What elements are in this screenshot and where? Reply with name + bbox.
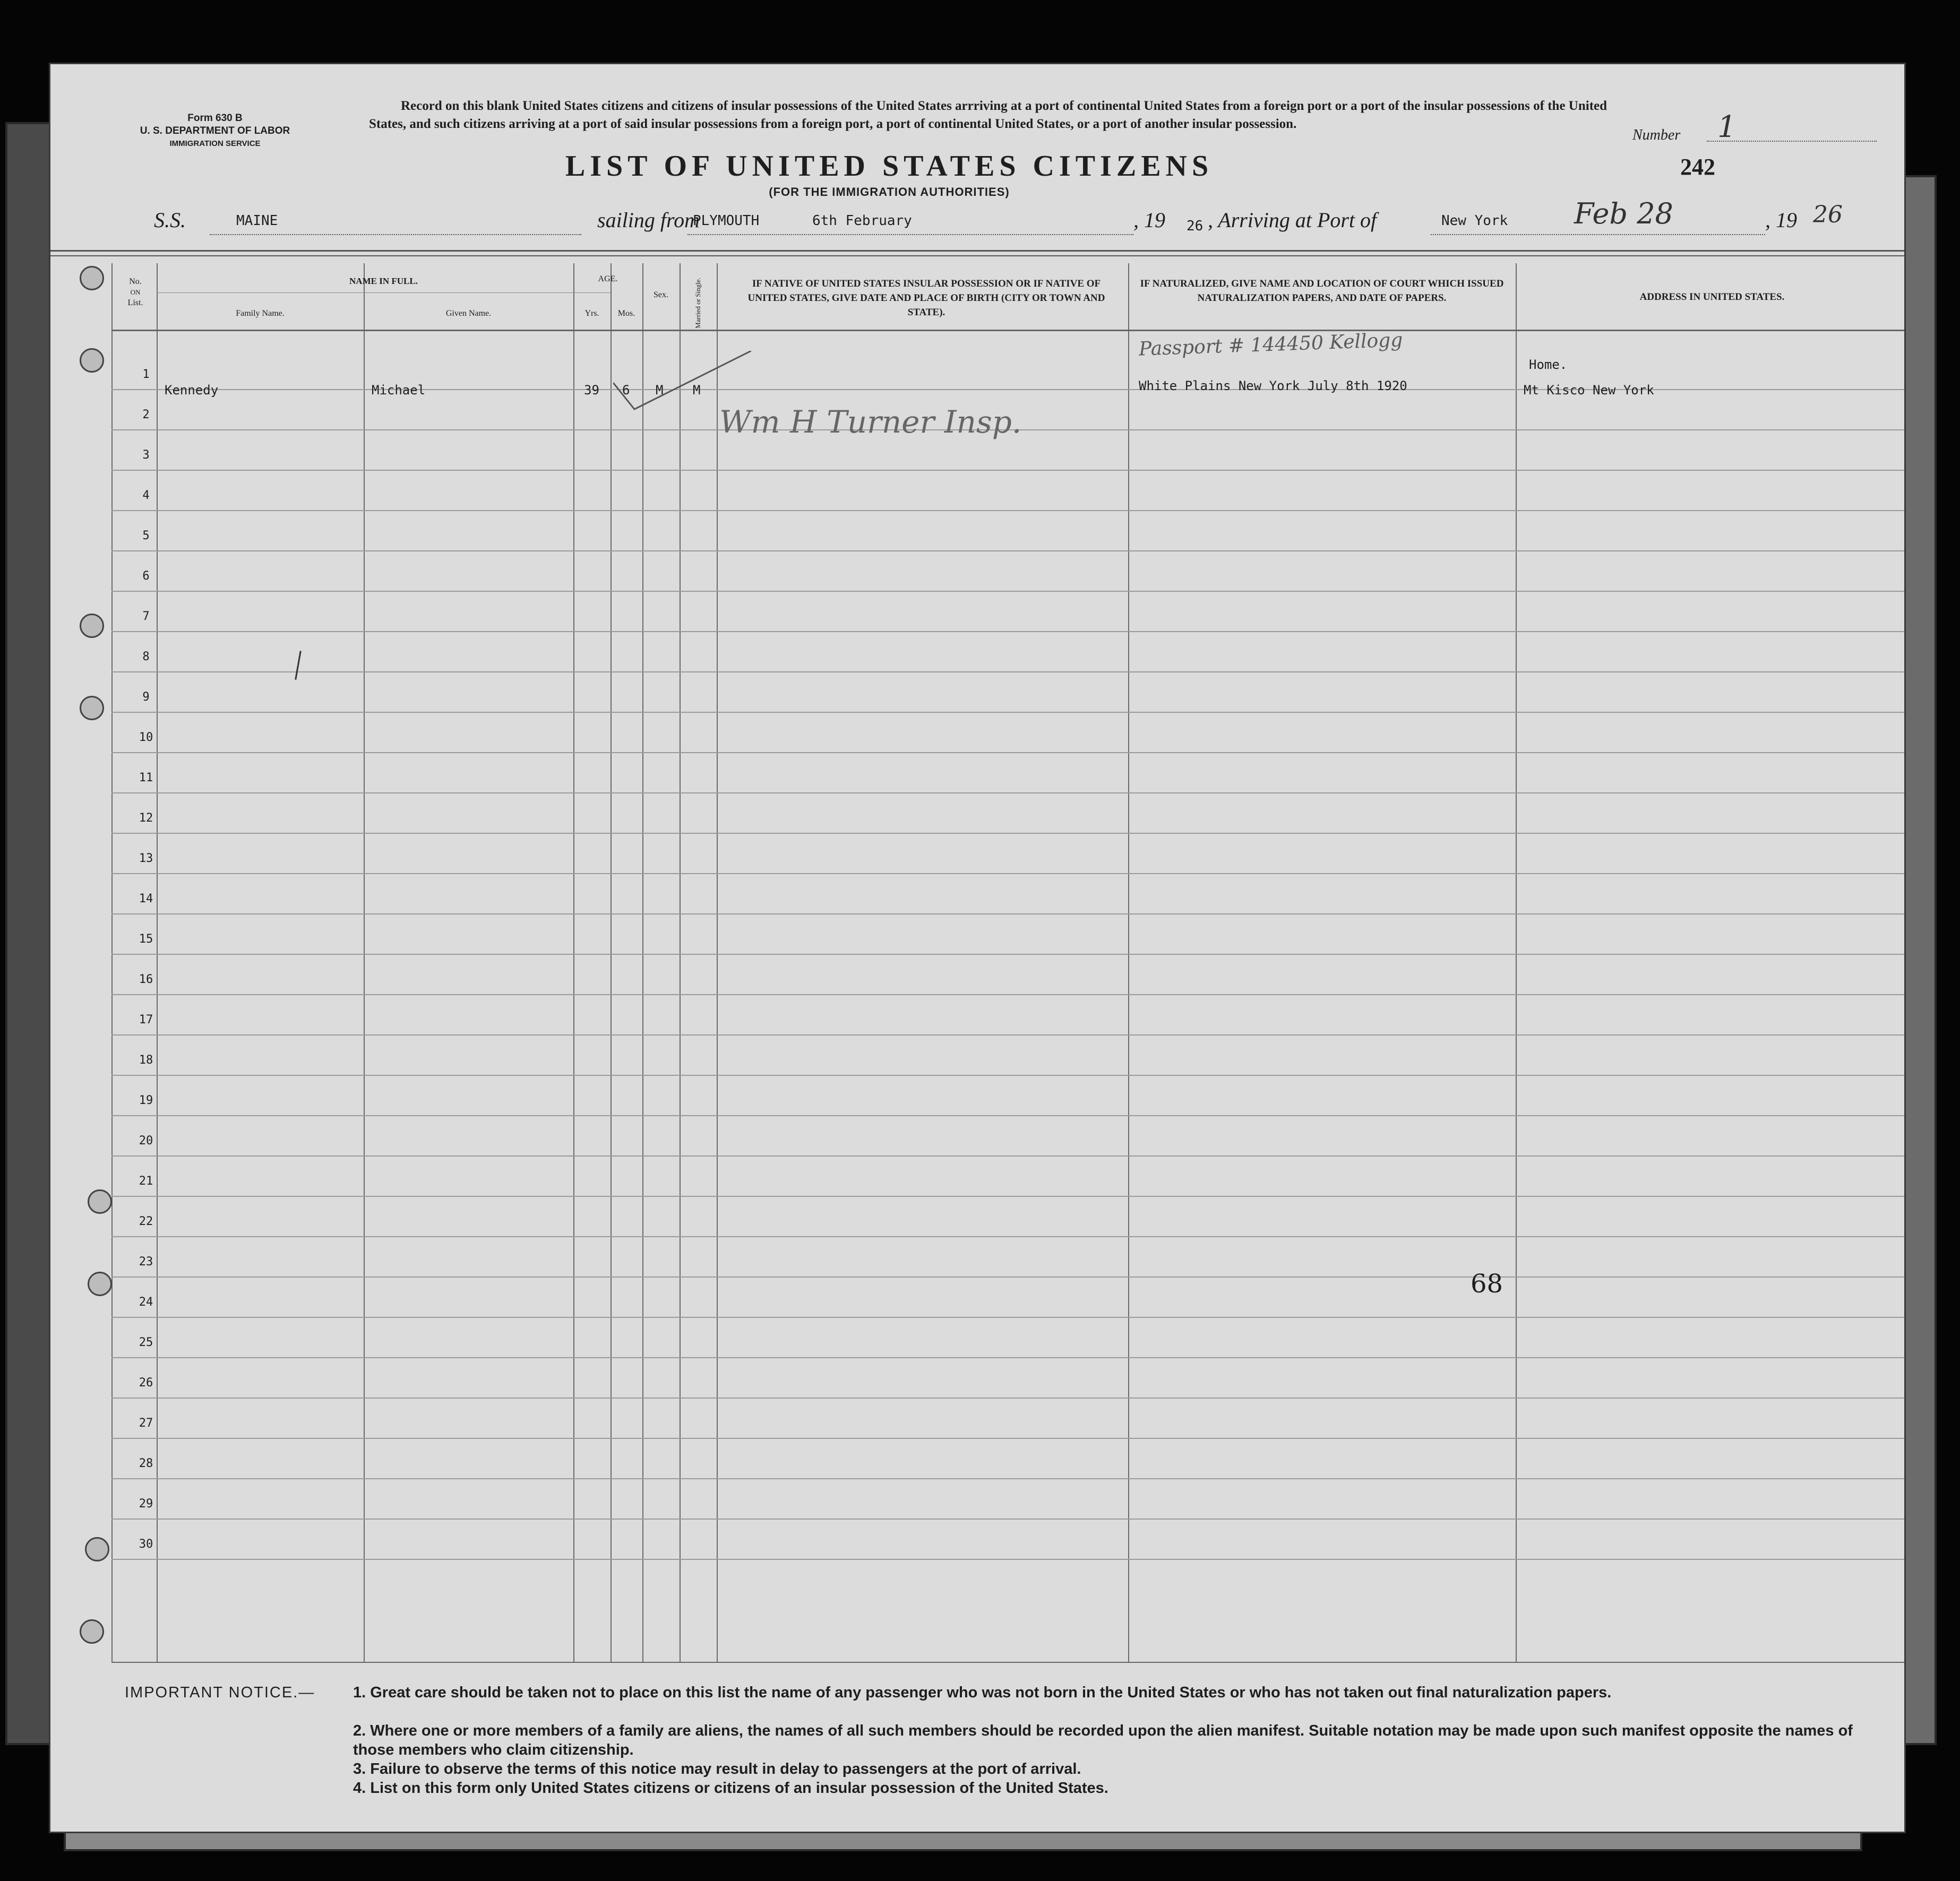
row-number: 3 [142,448,150,462]
row1-marital-status: M [693,383,701,398]
row-number: 28 [139,1457,153,1470]
row-line [111,792,1904,793]
row1-family-name: Kennedy [165,383,219,398]
row-line [111,1276,1904,1278]
row-line [111,1438,1904,1439]
row-number: 30 [139,1538,153,1551]
row-line [111,1559,1904,1560]
row1-age-yrs: 39 [584,383,599,398]
row-number: 13 [139,852,153,865]
row-number: 10 [139,731,153,744]
punch-hole [80,266,104,290]
row-line [111,1155,1904,1157]
header-given-name: Given Name. [445,309,492,318]
inspector-signature: Wm H Turner Insp. [719,404,1022,440]
header-name-divider [157,292,611,293]
row-line [111,1115,1904,1116]
row-number: 26 [139,1376,153,1390]
notice-item-1: 1. Great care should be taken not to place on this list the name of any passenger who was not born in the United States or who has not taken out final naturalization papers. [353,1684,1612,1701]
col-divider-naturalized [1516,263,1517,1662]
punch-hole [88,1189,112,1214]
row1-naturalization: White Plains New York July 8th 1920 [1139,378,1407,393]
header-address: ADDRESS IN UNITED STATES. [1639,291,1785,303]
page-stamp: 242 [1680,154,1715,180]
depart-date: 6th February [812,213,912,229]
sailing-dotted-line [687,234,1133,235]
row-line [111,1236,1904,1237]
row-number: 7 [142,610,150,623]
header-no-on-list [114,277,157,308]
row-line [111,873,1904,874]
service-name: IMMIGRATION SERVICE [169,139,261,148]
header-age: AGE. [598,274,618,283]
department-name: U. S. DEPARTMENT OF LABOR [140,125,290,136]
form-identifier [130,112,300,150]
header-no: No. [129,277,142,286]
row-number: 20 [139,1134,153,1147]
header-married-or-single: Married or Single. [694,278,702,329]
row-line [111,470,1904,471]
header-yrs: Yrs. [584,309,599,318]
row-line [111,510,1904,511]
table-bottom-rule [111,1662,1904,1663]
punch-hole [80,1619,104,1644]
header-on: ON [130,288,141,296]
col-divider-native [1128,263,1129,1662]
row-line [111,1357,1904,1358]
arrival-date: Feb 28 [1574,197,1673,230]
punch-hole [80,348,104,373]
row1-sex: M [656,383,664,398]
row-line [111,833,1904,834]
col-divider-no [157,263,158,1662]
year-prefix-1: , 19 [1133,208,1165,232]
row1-passport-note: Passport # 144450 Kellogg [1138,329,1403,360]
port-from: PLYMOUTH [693,213,760,229]
row-number: 27 [139,1417,153,1430]
header-list: List. [127,298,143,307]
ship-dotted-line [210,234,581,235]
row-number: 9 [142,691,150,704]
punch-hole [80,614,104,638]
page-title: LIST OF UNITED STATES CITIZENS [565,150,1214,183]
col-divider-mos [642,263,643,1662]
row-number: 11 [139,771,153,784]
row-line [111,631,1904,632]
col-divider-sex [680,263,681,1662]
row1-address-line1: Home. [1529,357,1568,372]
header-mos: Mos. [617,309,635,318]
row-line [111,1196,1904,1197]
row-line [111,954,1904,955]
ship-name: MAINE [236,213,278,229]
year-suffix-1: 26 [1187,218,1203,234]
row-line [111,913,1904,914]
row-number: 4 [142,489,150,502]
row-line [111,550,1904,551]
row-line [111,671,1904,672]
row-number: 16 [139,973,153,986]
row-line [111,994,1904,995]
row-number: 5 [142,529,150,542]
record-instructions: Record on this blank United States citizens and citizens of insular possessions of the United States arrriving at a port of continental United States from a foreign port or a port of the insular possessions of the United States, and such citizens arriving at a port of said insular possessions from a foreign port, a port of continental United States, or a port of another insular possession. [369,99,1607,131]
header-rule-2 [50,255,1904,256]
row-number: 21 [139,1175,153,1188]
year-prefix-2: , 19 [1765,208,1797,232]
row-number: 25 [139,1336,153,1349]
row1-given-name: Michael [372,383,426,398]
header-native: IF NATIVE OF UNITED STATES INSULAR POSSESSION OR IF NATIVE OF UNITED STATES, GIVE DATE AND PLACE OF BIRTH (CITY OR TOWN AND STATE). [747,278,1105,318]
row-line [111,1518,1904,1520]
row-line [111,1034,1904,1036]
col-divider-family [364,263,365,1662]
row-line [111,1075,1904,1076]
row-number: 23 [139,1255,153,1269]
notice-label: IMPORTANT NOTICE.— [125,1684,315,1701]
header-bottom-rule [111,330,1904,331]
row-line [111,752,1904,753]
sailing-label: sailing from [597,208,700,232]
header-family-name: Family Name. [236,309,285,318]
row-number: 22 [139,1215,153,1228]
punch-hole [88,1272,112,1296]
row-number: 8 [142,650,150,663]
row-line [111,1478,1904,1479]
arriving-label: , Arriving at Port of [1208,208,1377,232]
punch-hole [80,696,104,720]
row-number: 17 [139,1013,153,1026]
ss-label: S.S. [154,208,186,232]
number-value: 1 [1717,110,1737,144]
page-subtitle: (FOR THE IMMIGRATION AUTHORITIES) [769,185,1010,199]
row-number: 19 [139,1094,153,1107]
manifest-page [49,63,1906,1833]
arrival-dotted-line [1431,234,1765,235]
row-number: 2 [142,408,150,421]
year-suffix-2: 26 [1813,201,1843,228]
col-divider-given [573,263,574,1662]
header-sex: Sex. [654,290,668,299]
row-line [111,1397,1904,1399]
notice-item-3: 3. Failure to observe the terms of this notice may result in delay to passengers at the port of arrival. [353,1761,1081,1778]
header-name-in-full: NAME IN FULL. [349,276,418,286]
row-line [111,1317,1904,1318]
row-number: 12 [139,812,153,825]
row-number: 14 [139,892,153,905]
pencil-tick [295,651,302,680]
col-divider-yrs [611,263,612,1662]
col-divider-marital [717,263,718,1662]
col-divider-left [111,263,113,1662]
punch-hole [85,1537,109,1561]
row-number: 15 [139,933,153,946]
header-naturalized: IF NATURALIZED, GIVE NAME AND LOCATION OF COURT WHICH ISSUED NATURALIZATION PAPERS, AND DATE OF PAPERS. [1140,278,1504,304]
row1-age-mos: 6 [622,383,630,398]
row-line [111,591,1904,592]
margin-mark: 68 [1471,1269,1503,1299]
row-number: 18 [139,1054,153,1067]
row-number: 6 [142,570,150,583]
header-rule [50,250,1904,252]
row-number: 1 [142,368,150,381]
port-to: New York [1441,213,1508,229]
row-number: 29 [139,1497,153,1511]
number-label: Number [1632,127,1681,143]
notice-item-4: 4. List on this form only United States citizens or citizens of an insular possession of the United States. [353,1780,1108,1797]
row1-address-line2: Mt Kisco New York [1524,383,1654,398]
row-line [111,712,1904,713]
row-number: 24 [139,1296,153,1309]
notice-item-2: 2. Where one or more members of a family are aliens, the names of all such members should be recorded upon the alien manifest. Suitable notation may be made upon such manifest opposite the names of those members who claim citizenship. [353,1722,1853,1758]
form-number: Form 630 B [187,113,243,124]
